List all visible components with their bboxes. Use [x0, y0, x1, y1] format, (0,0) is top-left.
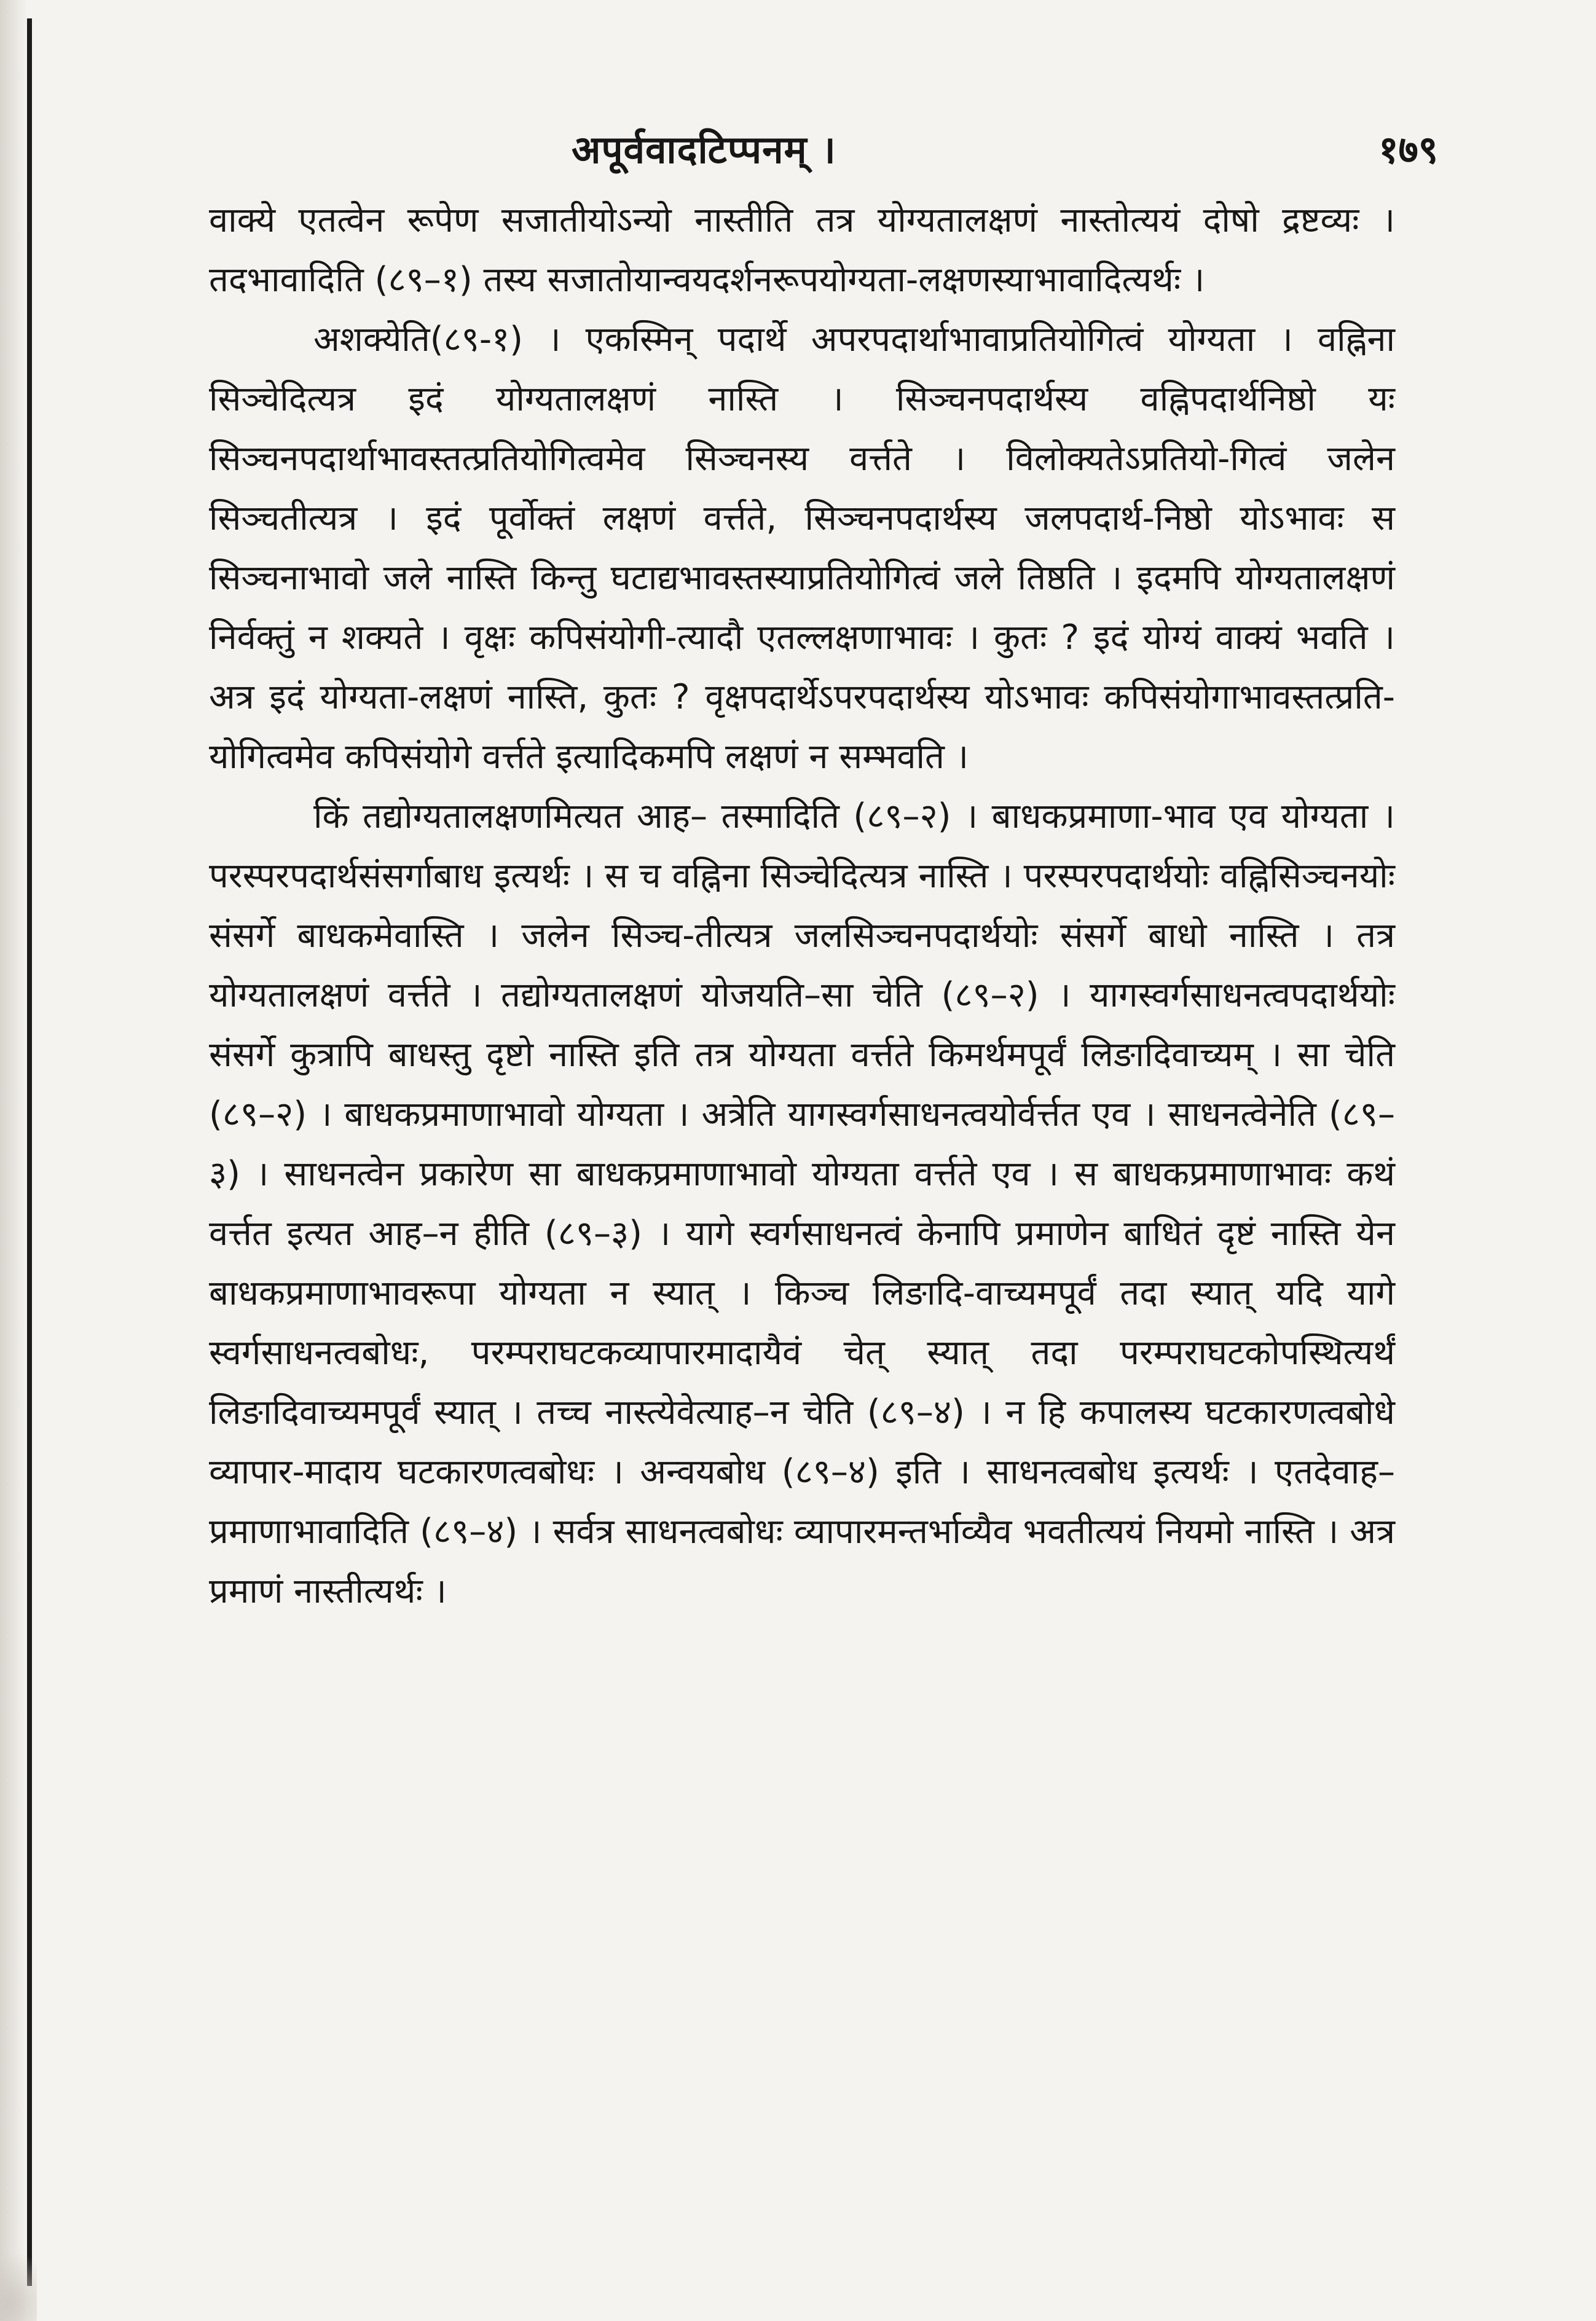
page-number: १७९: [1378, 127, 1438, 172]
paragraph-3: किं तद्योग्यतालक्षणमित्यत आह– तस्मादिति (८९–२) । बाधकप्रमाणा-भाव एव योग्यता । परस्परपदार्थसंसर्गाबाध इत्यर्थः । स च वह्निना सिञ्चेदित्यत्र नास्ति । परस्परपदार्थयोः वह्निसिञ्चनयोः संसर्गे बाधकमेवास्ति । जलेन सिञ्च-तीत्यत्र जलसिञ्चनपदार्थयोः संसर्गे बाधो नास्ति । तत्र योग्यतालक्षणं वर्त्तते । तद्योग्यतालक्षणं योजयति–सा चेति (८९–२) । यागस्वर्गसाधनत्वपदार्थयोः संसर्गे कुत्रापि बाधस्तु दृष्टो नास्ति इति तत्र योग्यता वर्त्तते किमर्थमपूर्वं लिङादिवाच्यम् । सा चेति (८९–२) । बाधकप्रमाणाभावो योग्यता । अत्रेति यागस्वर्गसाधनत्वयोर्वर्त्तत एव । साधनत्वेनेति (८९–३) । साधनत्वेन प्रकारेण सा बाधकप्रमाणाभावो योग्यता वर्त्तते एव । स बाधकप्रमाणाभावः कथं वर्त्तत इत्यत आह–न हीति (८९–३) । यागे स्वर्गसाधनत्वं केनापि प्रमाणेन बाधितं दृष्टं नास्ति येन बाधकप्रमाणाभावरूपा योग्यता न स्यात् । किञ्च लिङादि-वाच्यमपूर्वं तदा स्यात् यदि यागे स्वर्गसाधनत्वबोधः, परम्पराघटकव्यापारमादायैवं चेत् स्यात् तदा परम्पराघटकोपस्थित्यर्थं लिङादिवाच्यमपूर्वं स्यात् । तच्च नास्त्येवेत्याह–न चेति (८९–४) । न हि कपालस्य घटकारणत्वबोधे व्यापार-मादाय घटकारणत्वबोधः । अन्वयबोध (८९–४) इति । साधनत्वबोध इत्यर्थः । एतदेवाह–प्रमाणाभावादिति (८९–४) । सर्वत्र साधनत्वबोधः व्यापारमन्तर्भाव्यैव भवतीत्ययं नियमो नास्ति । अत्र प्रमाणं नास्तीत्यर्थः ।: [209, 796, 1395, 1611]
binding-shadow: [0, 0, 27, 2321]
page-stain: [0, 2235, 37, 2321]
page-header: [209, 111, 1438, 178]
paragraph-1: वाक्ये एतत्वेन रूपेण सजातीयोऽन्यो नास्तीति तत्र योग्यतालक्षणं नास्तोत्ययं दोषो द्रष्टव्यः । तदभावादिति (८९–१) तस्य सजातोयान्वयदर्शनरूपयोग्यता-लक्षणस्याभावादित्यर्थः ।: [209, 200, 1395, 300]
paragraph-2: अशक्येति(८९-१) । एकस्मिन् पदार्थे अपरपदार्थाभावाप्रतियोगित्वं योग्यता । वह्निना सिञ्चेदित्यत्र इदं योग्यतालक्षणं नास्ति । सिञ्चनपदार्थस्य वह्निपदार्थनिष्ठो यः सिञ्चनपदार्थाभावस्तत्प्रतियोगित्वमेव सिञ्चनस्य वर्त्तते । विलोक्यतेऽप्रतियो-गित्वं जलेन सिञ्चतीत्यत्र । इदं पूर्वोक्तं लक्षणं वर्त्तते, सिञ्चनपदार्थस्य जलपदार्थ-निष्ठो योऽभावः स सिञ्चनाभावो जले नास्ति किन्तु घटाद्यभावस्तस्याप्रतियोगित्वं जले तिष्ठति । इदमपि योग्यतालक्षणं निर्वक्तुं न शक्यते । वृक्षः कपिसंयोगी-त्यादौ एतल्लक्षणाभावः । कुतः ? इदं योग्यं वाक्यं भवति । अत्र इदं योग्यता-लक्षणं नास्ति, कुतः ? वृक्षपदार्थेऽपरपदार्थस्य योऽभावः कपिसंयोगाभावस्तत्प्रति-योगित्वमेव कपिसंयोगे वर्त्तते इत्यादिकमपि लक्षणं न सम्भवति ।: [209, 320, 1395, 777]
running-title: अपूर्ववादटिप्पनम् ।: [572, 127, 836, 172]
binding-edge-line: [27, 18, 32, 2286]
body-text: [209, 190, 1395, 1621]
